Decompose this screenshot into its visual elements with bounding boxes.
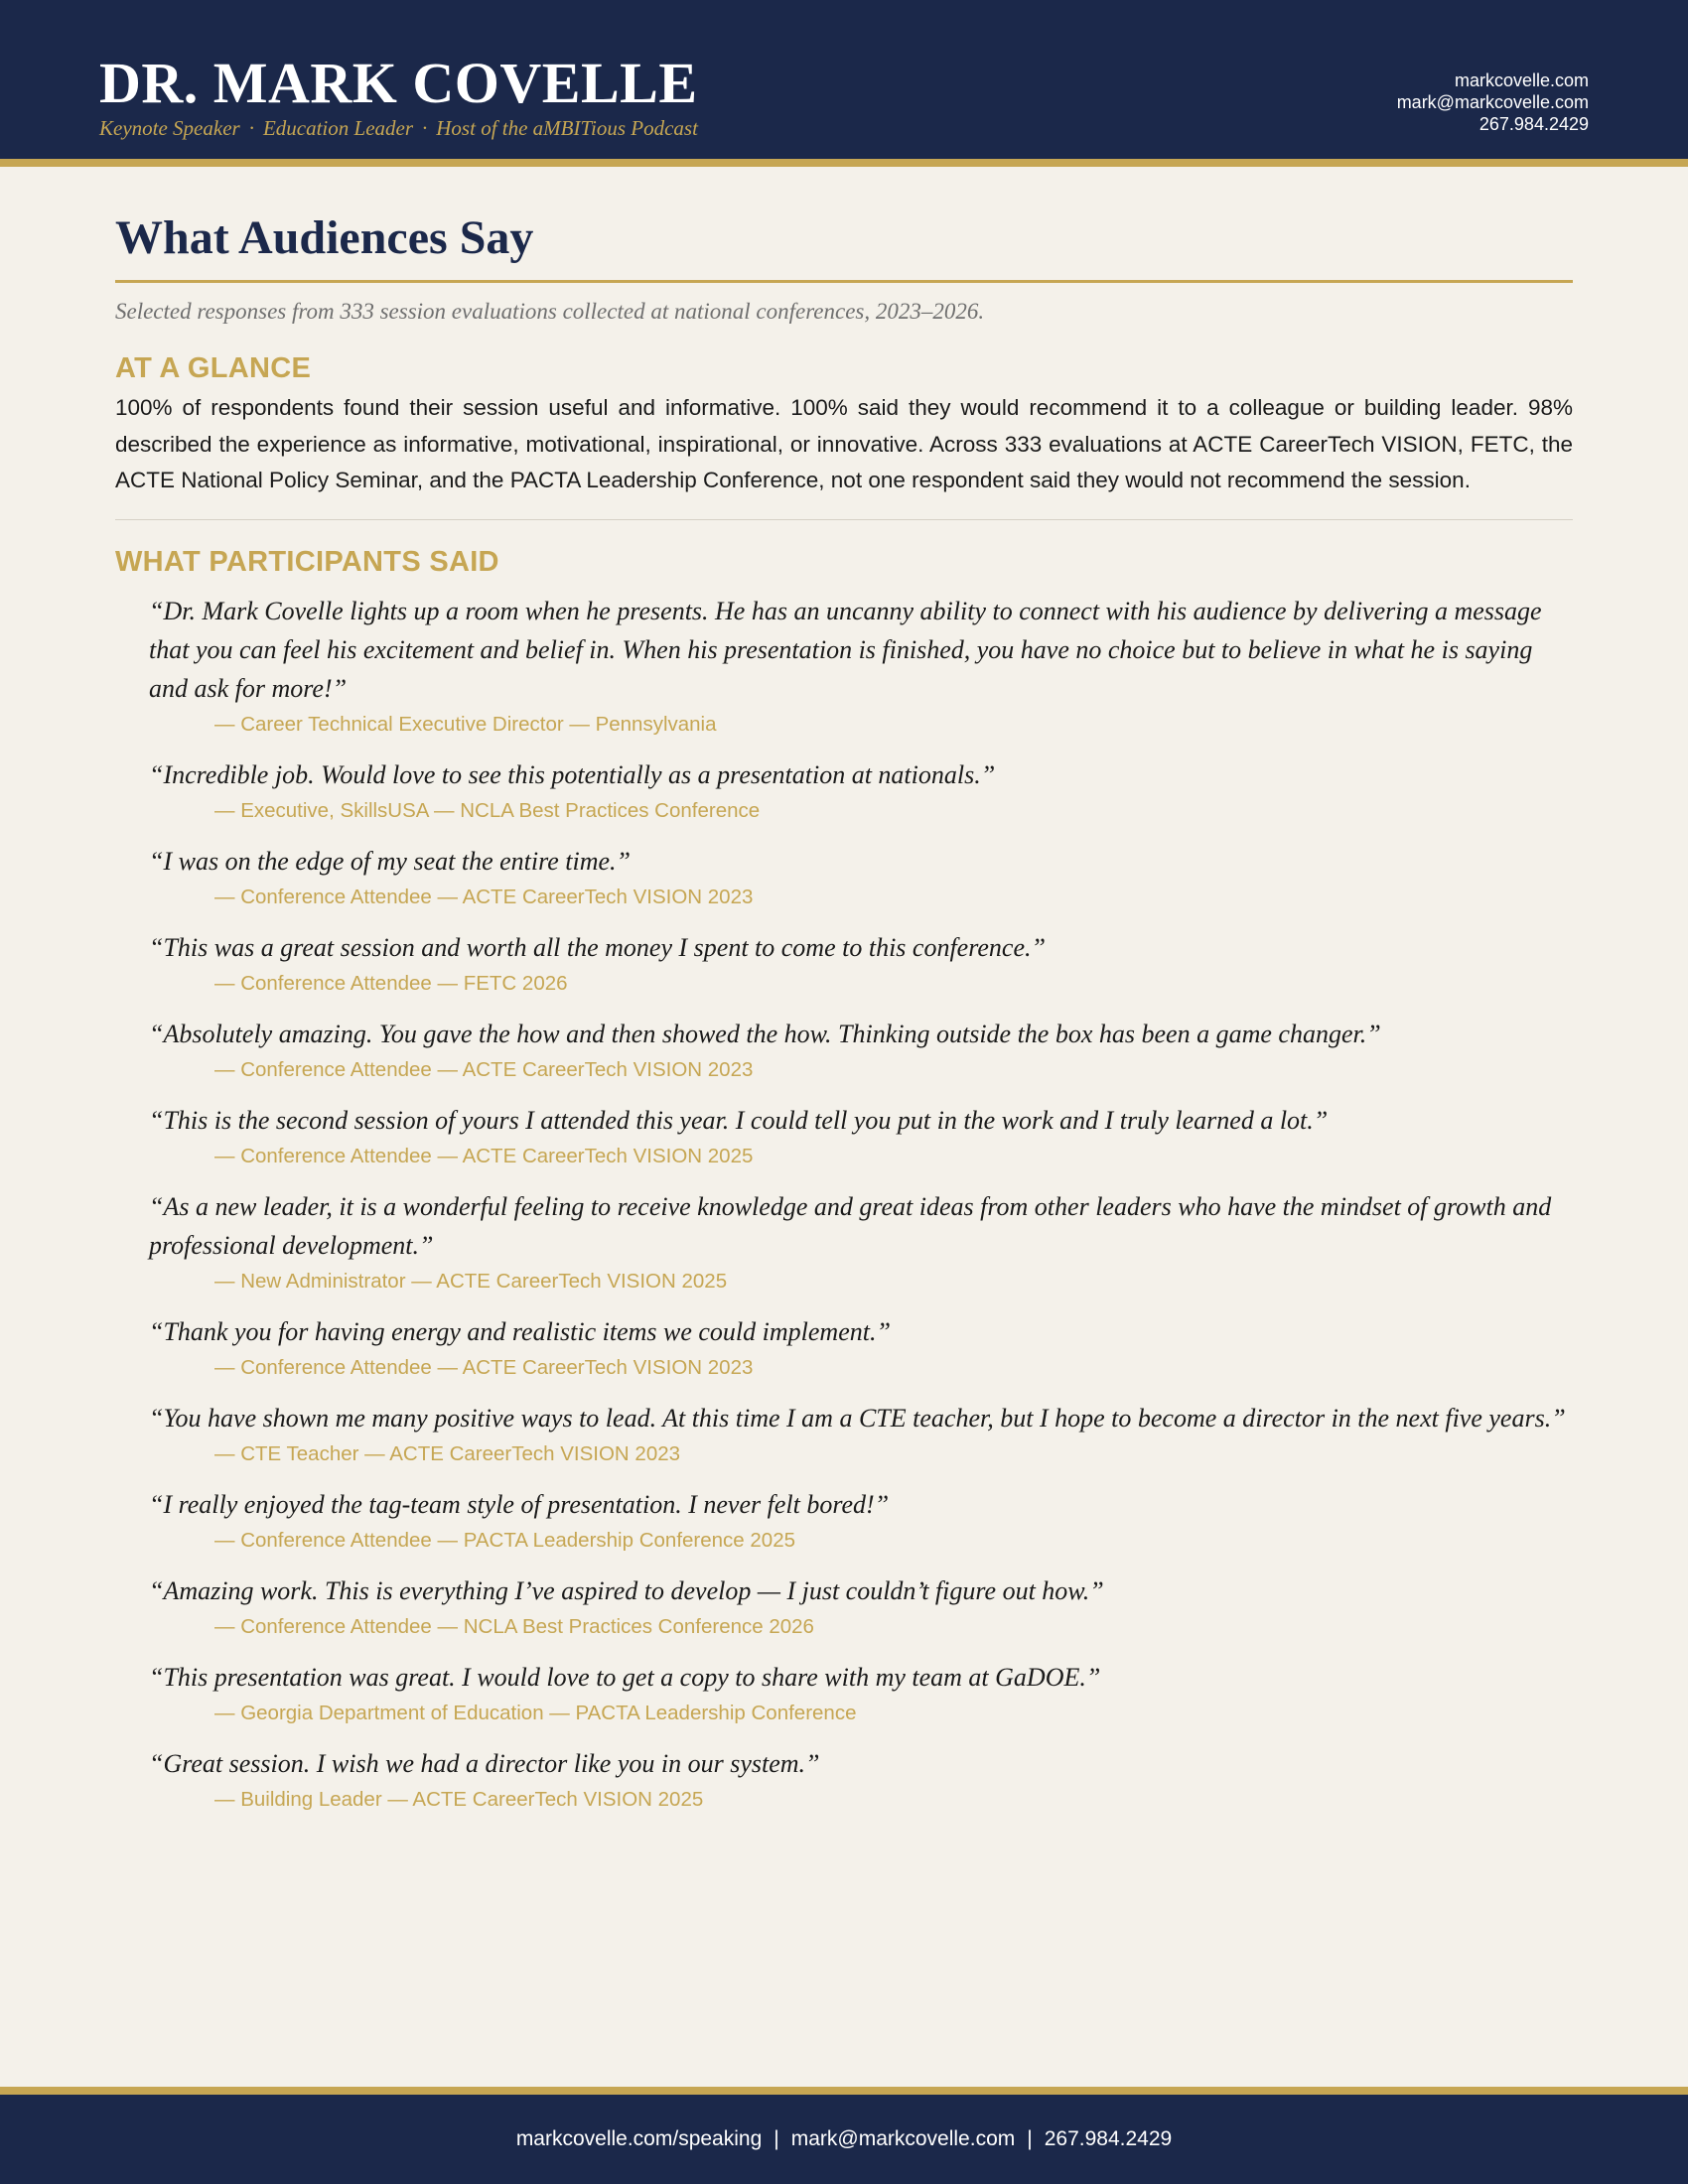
testimonial-attribution: — Conference Attendee — ACTE CareerTech VISION 2023	[214, 1355, 754, 1379]
page-footer	[0, 2095, 1688, 2184]
testimonial-quote: “This was a great session and worth all the money I spent to come to this conference.”	[149, 932, 1046, 962]
testimonial-attribution: — Career Technical Executive Director — Pennsylvania	[214, 712, 717, 736]
at-a-glance-text: 100% of respondents found their session useful and informative. 100% said they would recommend it to a colleague or building leader. 98% described the experience as informative, motivational, inspirational, or innovative. Across 333 evaluations at ACTE CareerTech VISION, FETC, the ACTE National Policy Seminar, and the PACTA Leadership Conference, not one respondent said they would not recommend the session.	[115, 395, 1573, 492]
page-title: What Audiences Say	[115, 211, 534, 264]
tagline-role-keynote: Keynote Speaker	[99, 116, 240, 140]
testimonial-quote: “Absolutely amazing. You gave the how and then showed the how. Thinking outside the box has been a game changer.”	[149, 1019, 1381, 1048]
testimonial-quote: “You have shown me many positive ways to lead. At this time I am a CTE teacher, but I hope to become a director in the next five years.”	[149, 1403, 1566, 1433]
speaker-name: DR. MARK COVELLE	[99, 51, 698, 115]
testimonial-attribution: — CTE Teacher — ACTE CareerTech VISION 2023	[214, 1441, 681, 1465]
testimonial-attribution: — Georgia Department of Education — PACTA Leadership Conference	[214, 1701, 857, 1724]
header-gold-rule	[0, 159, 1688, 167]
footer-gold-rule	[0, 2087, 1688, 2095]
contact-email[interactable]: mark@markcovelle.com	[1396, 92, 1589, 112]
testimonial	[149, 1015, 1573, 1085]
at-a-glance-heading: AT A GLANCE	[115, 352, 312, 384]
testimonial	[149, 592, 1573, 740]
testimonial-list	[115, 592, 1573, 1815]
contact-phone: 267.984.2429	[1478, 114, 1589, 134]
footer-speaking-link[interactable]: markcovelle.com/speaking	[515, 2127, 763, 2150]
testimonial-attribution: — Conference Attendee — ACTE CareerTech VISION 2025	[214, 1144, 754, 1167]
testimonial-quote: “This is the second session of yours I attended this year. I could tell you put in the work and I truly learned a lot.”	[149, 1105, 1329, 1135]
speaker-tagline	[99, 115, 698, 141]
testimonial	[149, 755, 1573, 826]
testimonial	[149, 928, 1573, 999]
testimonial-attribution: — Conference Attendee — NCLA Best Practices Conference 2026	[214, 1614, 814, 1638]
footer-separator: |	[774, 2127, 779, 2150]
header-contact	[1397, 69, 1589, 135]
testimonial-attribution: — Conference Attendee — ACTE CareerTech VISION 2023	[214, 1057, 754, 1081]
contact-website[interactable]: markcovelle.com	[1454, 70, 1589, 90]
testimonial-quote: “Amazing work. This is everything I’ve aspired to develop — I just couldn’t figure out how.”	[149, 1575, 1104, 1605]
testimonial-attribution: — Conference Attendee — PACTA Leadership Conference 2025	[214, 1528, 795, 1552]
section-divider	[115, 519, 1573, 520]
testimonial-quote: “I was on the edge of my seat the entire time.”	[149, 846, 632, 876]
testimonial-quote: “Thank you for having energy and realistic items we could implement.”	[149, 1316, 891, 1346]
tagline-separator: ·	[422, 116, 428, 140]
participants-heading: WHAT PARTICIPANTS SAID	[115, 545, 499, 578]
testimonial-attribution: — Conference Attendee — ACTE CareerTech VISION 2023	[214, 885, 754, 908]
page-subtitle: Selected responses from 333 session evaluations collected at national conferences, 2023–2026.	[115, 299, 985, 324]
testimonial	[149, 1399, 1573, 1469]
testimonial	[149, 1485, 1573, 1556]
footer-phone: 267.984.2429	[1044, 2127, 1173, 2150]
testimonial	[149, 1658, 1573, 1728]
title-underline	[115, 280, 1573, 283]
testimonial-attribution: — Executive, SkillsUSA — NCLA Best Practices Conference	[214, 798, 761, 822]
testimonial	[149, 1312, 1573, 1383]
main-content	[115, 208, 1573, 1831]
testimonial-quote: “As a new leader, it is a wonderful feeling to receive knowledge and great ideas from other leaders who have the mindset of growth and professional development.”	[149, 1191, 1552, 1260]
testimonial-attribution: — New Administrator — ACTE CareerTech VISION 2025	[214, 1269, 728, 1293]
footer-separator: |	[1027, 2127, 1033, 2150]
testimonial	[149, 1744, 1573, 1815]
testimonial	[149, 1101, 1573, 1171]
testimonial	[149, 1187, 1573, 1297]
testimonial	[149, 842, 1573, 912]
testimonial	[149, 1571, 1573, 1642]
testimonial-quote: “Dr. Mark Covelle lights up a room when he presents. He has an uncanny ability to connect with his audience by delivering a message that you can feel his excitement and belief in. When his presentation is finished, you have no choice but to believe in what he is saying and ask for more!”	[149, 596, 1542, 703]
testimonial-quote: “Incredible job. Would love to see this potentially as a presentation at nationals.”	[149, 759, 996, 789]
footer-email-link[interactable]: mark@markcovelle.com	[790, 2127, 1016, 2150]
testimonial-attribution: — Conference Attendee — FETC 2026	[214, 971, 568, 995]
testimonial-quote: “This presentation was great. I would love to get a copy to share with my team at GaDOE.”	[149, 1662, 1101, 1692]
testimonial-quote: “Great session. I wish we had a director like you in our system.”	[149, 1748, 820, 1778]
testimonial-quote: “I really enjoyed the tag-team style of presentation. I never felt bored!”	[149, 1489, 890, 1519]
tagline-role-education: Education Leader	[262, 116, 414, 140]
tagline-separator: ·	[248, 116, 254, 140]
page-header	[0, 0, 1688, 159]
testimonial-attribution: — Building Leader — ACTE CareerTech VISION 2025	[214, 1787, 704, 1811]
tagline-role-podcast: Host of the aMBITious Podcast	[436, 116, 698, 140]
